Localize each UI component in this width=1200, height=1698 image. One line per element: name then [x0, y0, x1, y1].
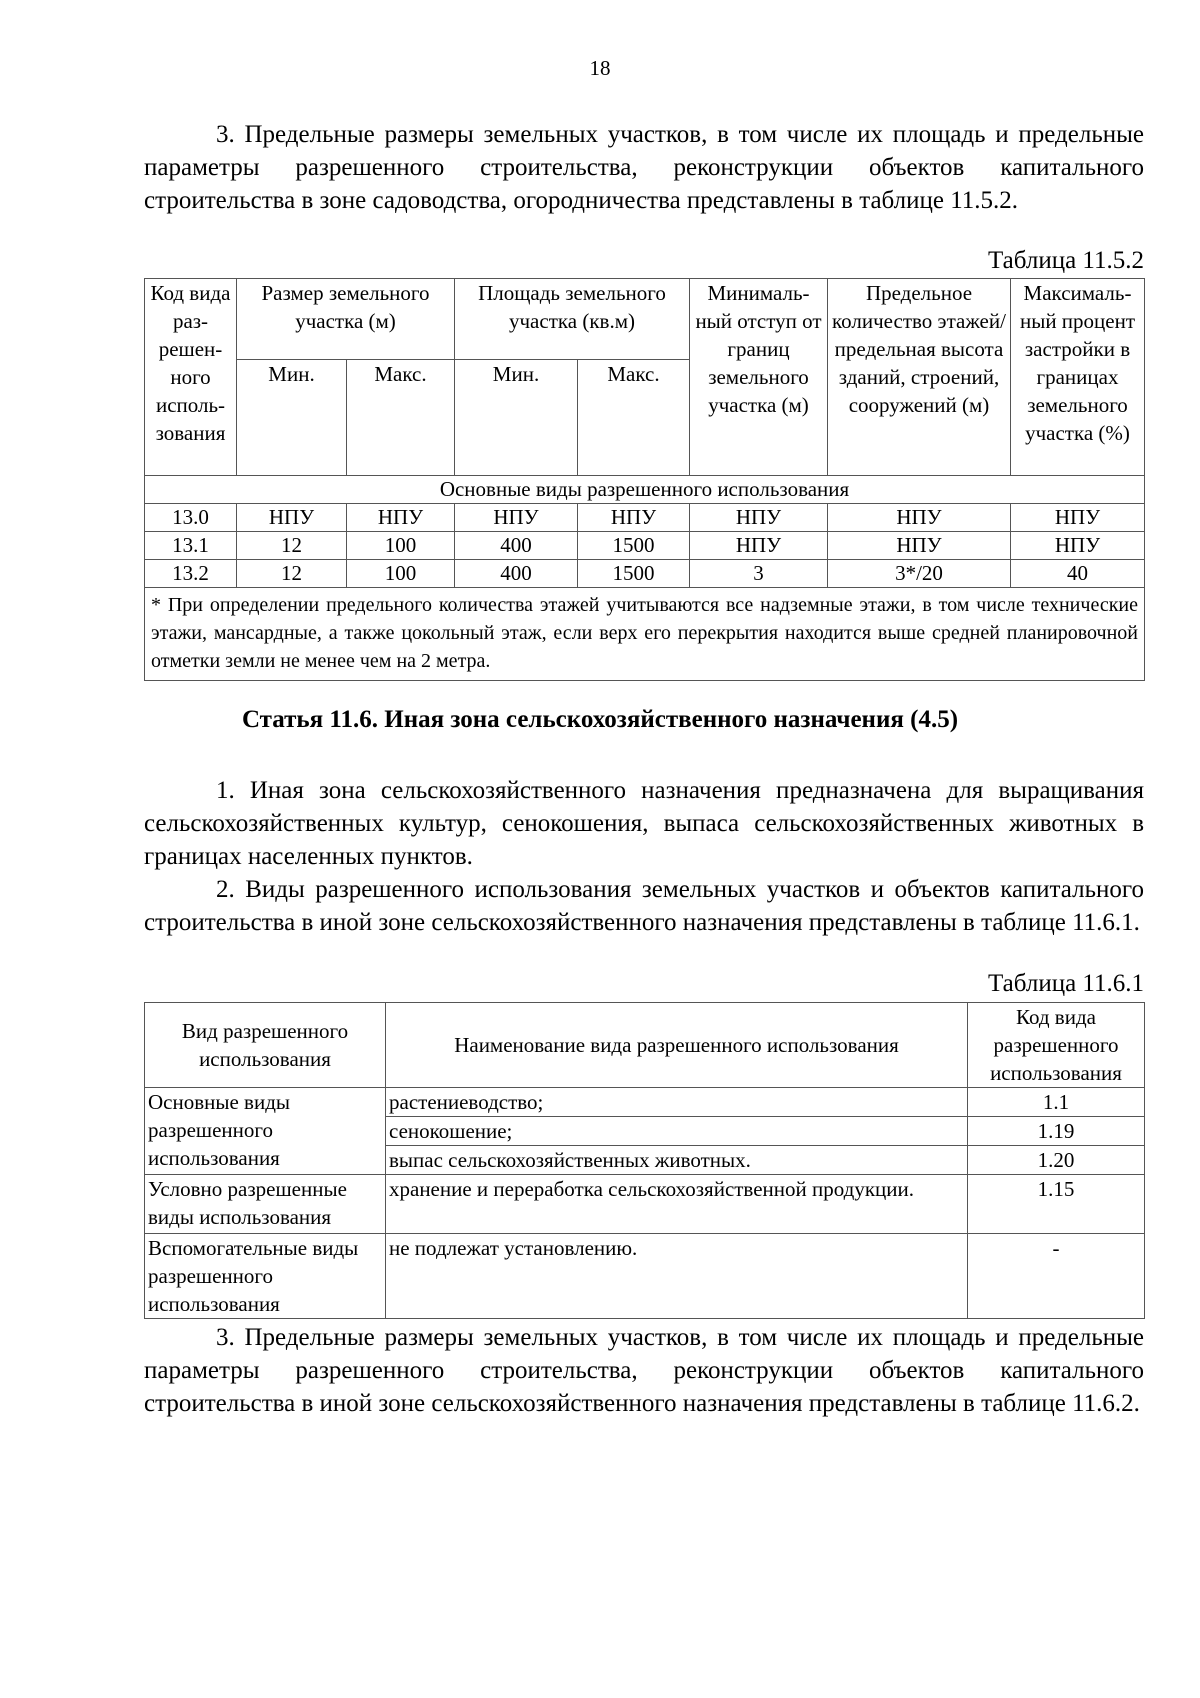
header-floors: Предельное количество этажей/ предельная высота зданий, строений, сооружений (м): [828, 279, 1011, 476]
header-size-min: Мин.: [237, 360, 347, 476]
table-row: [145, 1088, 1145, 1117]
table-row: [145, 504, 1145, 532]
header-code: Код вида разрешенного использования: [968, 1003, 1145, 1088]
header-size: Размер земельного участка (м): [237, 279, 455, 360]
paragraph-3: 2. Виды разрешенного использования земельных участков и объектов капитального строительства в иной зоне сельскохозяйственного назначения представлены в таблице 11.6.1.: [144, 876, 1144, 936]
item-name: растениеводство;: [386, 1088, 968, 1117]
header-area: Площадь земельного участка (кв.м): [455, 279, 690, 360]
cell: 3: [690, 560, 828, 588]
header-area-max: Макс.: [578, 360, 690, 476]
table-caption-11-5-2: Таблица 11.5.2: [988, 247, 1144, 274]
cell: 1500: [578, 560, 690, 588]
table-row: [145, 1175, 1145, 1234]
header-coverage: Максималь-ный процент застройки в границах земельного участка (%): [1011, 279, 1145, 476]
item-code: 1.19: [968, 1117, 1145, 1146]
table-11-6-1: [144, 1002, 1145, 1319]
cell: НПУ: [578, 504, 690, 532]
table-row: [145, 1234, 1145, 1319]
cell: 100: [347, 560, 455, 588]
group-label-main: Основные виды разрешенного использования: [145, 1088, 386, 1175]
cell: НПУ: [455, 504, 578, 532]
cell: 12: [237, 532, 347, 560]
header-area-min: Мин.: [455, 360, 578, 476]
page-number: 18: [589, 56, 611, 80]
table-row: [145, 532, 1145, 560]
paragraph-2: 1. Иная зона сельскохозяйственного назначения предназначена для выращивания сельскохозяйственных культур, сенокошения, выпаса сельскохозяйственных животных в границах населенных пунктов.: [144, 777, 1144, 870]
cell: НПУ: [1011, 504, 1145, 532]
item-code: 1.15: [968, 1175, 1145, 1234]
item-code: 1.1: [968, 1088, 1145, 1117]
cell: НПУ: [1011, 532, 1145, 560]
paragraph-4: 3. Предельные размеры земельных участков, в том числе их площадь и предельные параметры разрешенного строительства, реконструкции объектов капитального строительства в иной зоне сельскохозяйственного назначения представлены в таблице 11.6.2.: [144, 1324, 1144, 1417]
cell: 3*/20: [828, 560, 1011, 588]
cell: 13.0: [145, 504, 237, 532]
item-name: сенокошение;: [386, 1117, 968, 1146]
header-type: Вид разрешенного использования: [145, 1003, 386, 1088]
cell: НПУ: [690, 532, 828, 560]
paragraph-1: 3. Предельные размеры земельных участков, в том числе их площадь и предельные параметры разрешенного строительства, реконструкции объектов капитального строительства в зоне садоводства, огородничества представлены в таблице 11.5.2.: [144, 121, 1144, 214]
cell: НПУ: [237, 504, 347, 532]
table-caption-11-6-1: Таблица 11.6.1: [988, 970, 1144, 997]
cell: 400: [455, 532, 578, 560]
cell: 100: [347, 532, 455, 560]
header-setback: Минималь-ный отступ от границ земельного участка (м): [690, 279, 828, 476]
cell: НПУ: [347, 504, 455, 532]
cell: НПУ: [828, 532, 1011, 560]
table-row: [145, 560, 1145, 588]
table-11-5-2: [144, 278, 1145, 681]
cell: 400: [455, 560, 578, 588]
item-name: не подлежат установлению.: [386, 1234, 968, 1319]
item-code: -: [968, 1234, 1145, 1319]
cell: 13.2: [145, 560, 237, 588]
cell: НПУ: [690, 504, 828, 532]
item-name: выпас сельскохозяйственных животных.: [386, 1146, 968, 1175]
item-name: хранение и переработка сельскохозяйственной продукции.: [386, 1175, 968, 1234]
cell: 12: [237, 560, 347, 588]
header-name: Наименование вида разрешенного использования: [386, 1003, 968, 1088]
table-footnote: * При определении предельного количества этажей учитываются все надземные этажи, в том числе технические этажи, мансардные, а также цокольный этаж, если верх его перекрытия находится выше средней планировочной отметки земли не менее чем на 2 метра.: [145, 588, 1145, 681]
group-label-auxiliary: Вспомогательные виды разрешенного использования: [145, 1234, 386, 1319]
cell: НПУ: [828, 504, 1011, 532]
header-size-max: Макс.: [347, 360, 455, 476]
article-heading: Статья 11.6. Иная зона сельскохозяйственного назначения (4.5): [241, 706, 959, 733]
header-code: Код вида раз-решен-ного исполь-зования: [145, 279, 237, 476]
cell: 40: [1011, 560, 1145, 588]
cell: 13.1: [145, 532, 237, 560]
cell: 1500: [578, 532, 690, 560]
group-label-conditional: Условно разрешенные виды использования: [145, 1175, 386, 1234]
section-row: Основные виды разрешенного использования: [145, 476, 1145, 504]
item-code: 1.20: [968, 1146, 1145, 1175]
